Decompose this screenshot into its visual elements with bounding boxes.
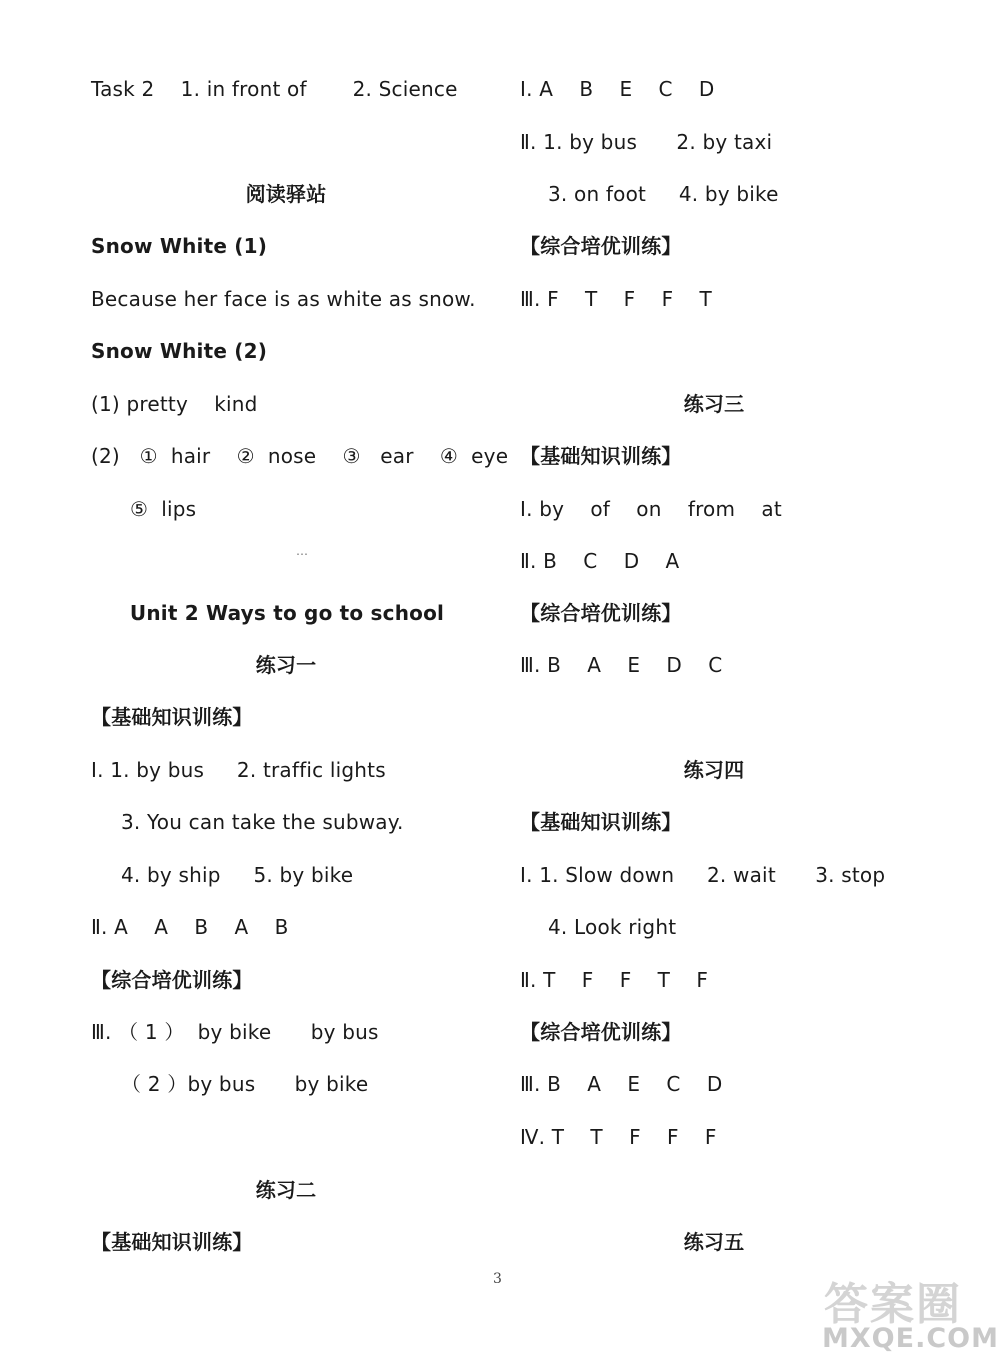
watermark-logo (818, 1268, 998, 1356)
basic-training-label: 【基础知识训练】 (520, 444, 682, 468)
exercise-2-heading: 练习二 (255, 1178, 317, 1202)
ex4-part1-line1: Ⅰ. 1. Slow down 2. wait 3. stop (520, 863, 886, 887)
ex4-part2: Ⅱ. T F F T F (520, 968, 709, 992)
page-number: 3 (493, 1271, 502, 1287)
ex3-part3: Ⅲ. B A E D C (520, 653, 723, 677)
ex2-part2-line1: Ⅱ. 1. by bus 2. by taxi (520, 130, 773, 154)
ellipsis-mark: … (296, 544, 309, 558)
watermark-site-text: MXQE.COM (822, 1323, 999, 1354)
ex3-part1: Ⅰ. by of on from at (520, 497, 782, 521)
ex3-part2: Ⅱ. B C D A (520, 549, 680, 573)
ex1-part2: Ⅱ. A A B A B (91, 915, 289, 939)
exercise-5-heading: 练习五 (683, 1230, 745, 1254)
ex4-part4: Ⅳ. T T F F F (520, 1125, 717, 1149)
snow-white-1-title: Snow White (1) (91, 234, 268, 258)
snow-white-2-q2-cont: ⑤ lips (130, 497, 197, 521)
reading-section-heading: 阅读驿站 (245, 182, 327, 206)
comprehensive-training-label: 【综合培优训练】 (520, 234, 682, 258)
comprehensive-training-label: 【综合培优训练】 (520, 601, 682, 625)
ex2-part1: Ⅰ. A B E C D (520, 77, 715, 101)
ex1-part1-line1: Ⅰ. 1. by bus 2. traffic lights (91, 758, 386, 782)
ex4-part3: Ⅲ. B A E C D (520, 1072, 723, 1096)
comprehensive-training-label: 【综合培优训练】 (520, 1020, 682, 1044)
watermark-logo-text: 答案圈 (824, 1279, 962, 1330)
ex1-part3-line2: （ 2 ）by bus by bike (121, 1072, 369, 1096)
basic-training-label: 【基础知识训练】 (91, 705, 253, 729)
snow-white-1-answer: Because her face is as white as snow. (91, 287, 476, 311)
snow-white-2-q1: (1) pretty kind (91, 392, 258, 416)
snow-white-2-title: Snow White (2) (91, 339, 268, 363)
exercise-4-heading: 练习四 (683, 758, 745, 782)
basic-training-label: 【基础知识训练】 (520, 810, 682, 834)
ex4-part1-line2: 4. Look right (548, 915, 677, 939)
exercise-1-heading: 练习一 (255, 653, 317, 677)
exercise-3-heading: 练习三 (683, 392, 745, 416)
ex1-part1-line2: 3. You can take the subway. (121, 810, 404, 834)
comprehensive-training-label: 【综合培优训练】 (91, 968, 253, 992)
ex1-part3-line1: Ⅲ. （ 1 ） by bike by bus (91, 1020, 379, 1044)
ex2-part3: Ⅲ. F T F F T (520, 287, 712, 311)
unit2-title: Unit 2 Ways to go to school (129, 601, 445, 625)
ex2-part2-line2: 3. on foot 4. by bike (548, 182, 779, 206)
snow-white-2-q2: (2) ① hair ② nose ③ ear ④ eye (91, 444, 509, 468)
basic-training-label: 【基础知识训练】 (91, 1230, 253, 1254)
task2-answers: Task 2 1. in front of 2. Science (91, 77, 458, 101)
ex1-part1-line3: 4. by ship 5. by bike (121, 863, 354, 887)
